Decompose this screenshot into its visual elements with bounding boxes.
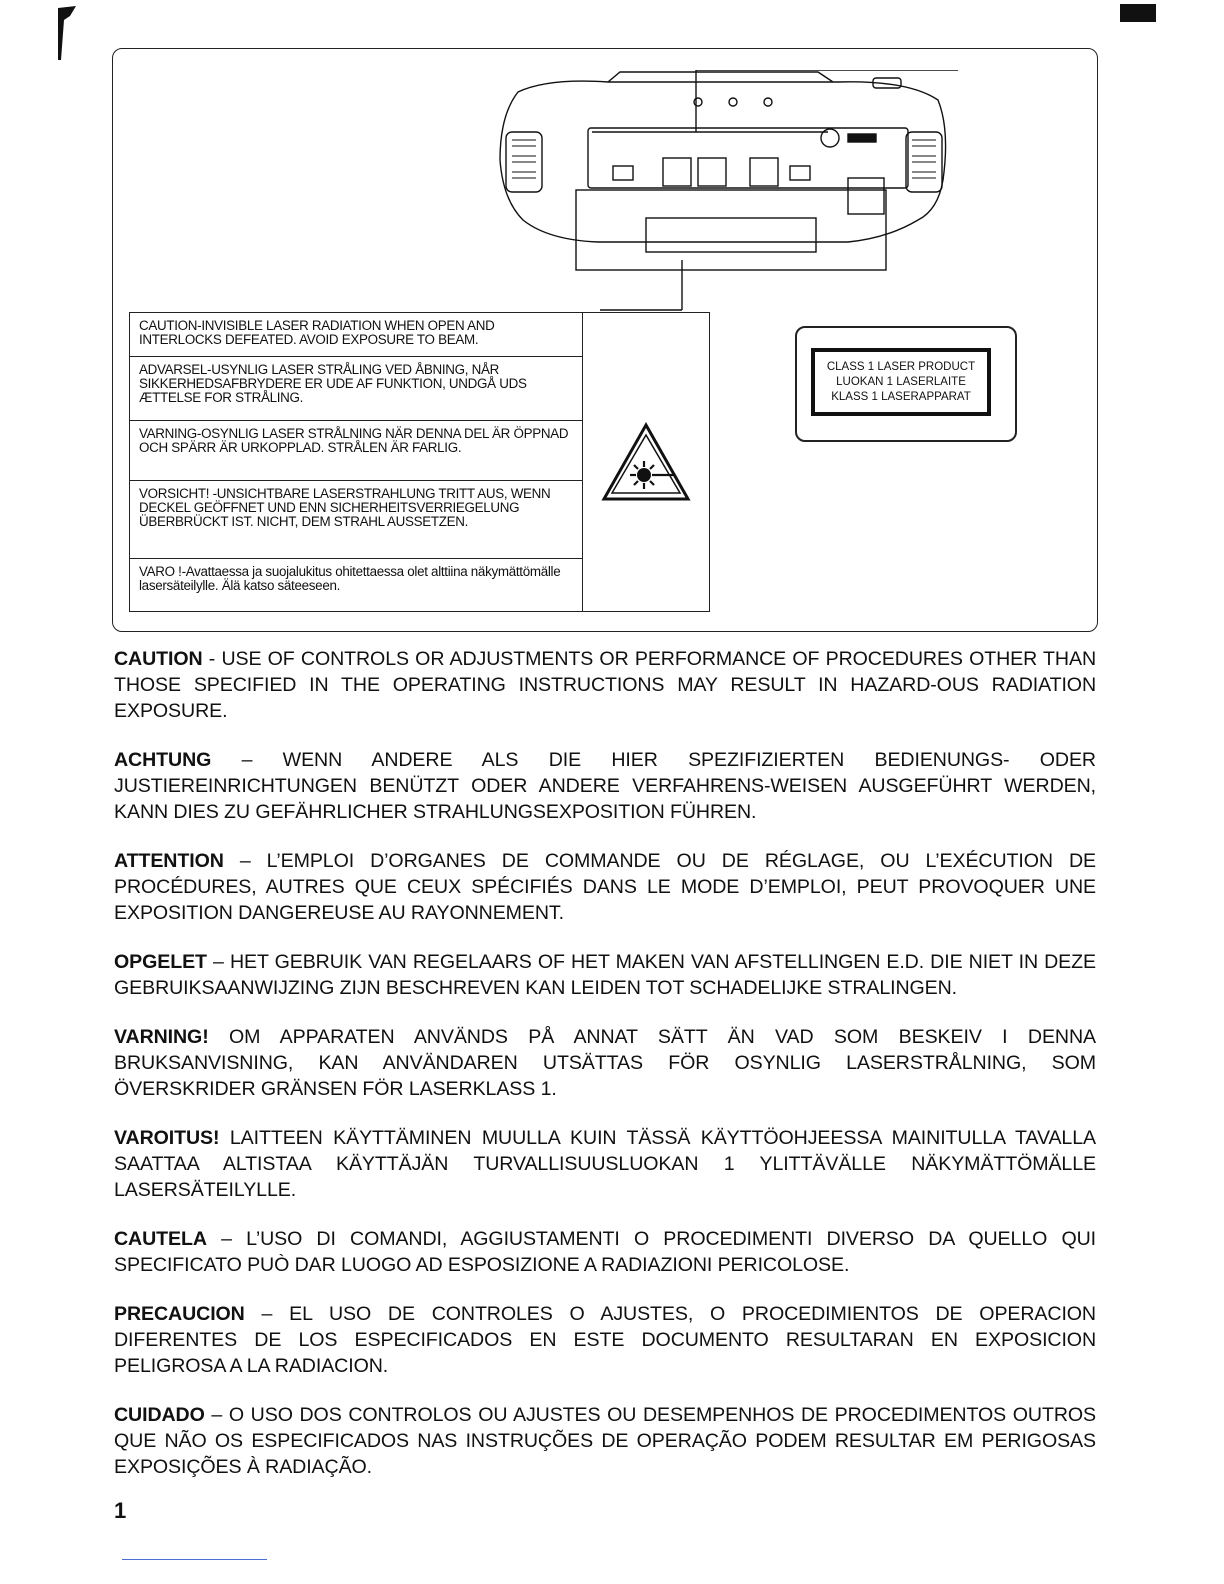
laser-warning-table	[129, 312, 710, 612]
warning-paragraph-es	[114, 1301, 1096, 1379]
warning-term: CAUTION	[114, 648, 203, 670]
laser-hazard-icon	[600, 421, 692, 503]
warning-term: CAUTELA	[114, 1228, 207, 1250]
warning-text-column	[130, 313, 583, 611]
warning-cell-danish: ADVARSEL-USYNLIG LASER STRÅLING VED ÅBNING, NÅR SIKKERHEDSAFBRYDERE ER UDE AF FUNKTION, UNDGÅ UDS ÆTTELSE FOR STRÅLING.	[130, 357, 582, 421]
leader-line	[600, 260, 700, 320]
warning-paragraph-pt	[114, 1402, 1096, 1480]
warning-term: VARNING!	[114, 1026, 209, 1048]
warning-text: – WENN ANDERE ALS DIE HIER SPEZIFIZIERTEN BEDIENUNGS- ODER JUSTIEREINRICHTUNGEN BENÜTZT ODER ANDERE VERFAHRENS-WEISEN AUSGEFÜHRT WERDEN, KANN DIES ZU GEFÄHRLICHER STRAHLUNGSEXPOSITION FÜHREN.	[114, 749, 1096, 823]
warning-cell-finnish: VARO !-Avattaessa ja suojalukitus ohitettaessa olet alttiina näkymättömälle lasersäteilylle. Älä katso säteeseen.	[139, 564, 561, 593]
warning-term: PRECAUCION	[114, 1303, 245, 1325]
warning-term: ACHTUNG	[114, 749, 212, 771]
warning-term: OPGELET	[114, 951, 207, 973]
warning-cell-english: CAUTION-INVISIBLE LASER RADIATION WHEN OPEN AND INTERLOCKS DEFEATED. AVOID EXPOSURE TO BEAM.	[130, 313, 582, 357]
class-label-line-1: CLASS 1 LASER PRODUCT	[826, 360, 976, 373]
warning-paragraph-nl	[114, 949, 1096, 1001]
warning-text: – L’EMPLOI D’ORGANES DE COMMANDE OU DE RÉGLAGE, OU L’EXÉCUTION DE PROCÉDURES, AUTRES QUE CEUX SPÉCIFIÉS DANS LE MODE D’EMPLOI, PEUT PROVOQUER UNE EXPOSITION DANGEREUSE AU RAYONNEMENT.	[114, 850, 1096, 924]
warning-text: – HET GEBRUIK VAN REGELAARS OF HET MAKEN VAN AFSTELLINGEN E.D. DIE NIET IN DEZE GEBRUIKSAANWIJZING ZIJN BESCHREVEN KAN LEIDEN TOT SCHADELIJKE STRALINGEN.	[114, 951, 1096, 999]
scan-corner-block	[1120, 4, 1156, 22]
warning-text: – L’USO DI COMANDI, AGGIUSTAMENTI O PROCEDIMENTI DIVERSO DA QUELLO QUI SPECIFICATO PUÒ DAR LUOGO AD ESPOSIZIONE A RADIAZIONI PERICOLOSE.	[114, 1228, 1096, 1276]
footer-rule	[122, 1559, 267, 1560]
warning-paragraph-en	[114, 646, 1096, 724]
warning-paragraph-it	[114, 1226, 1096, 1278]
scan-corner-mark	[56, 6, 78, 62]
page-number: 1	[114, 1498, 127, 1523]
warning-term: ATTENTION	[114, 850, 224, 872]
boombox-rear-illustration	[488, 70, 958, 280]
warning-text: – O USO DOS CONTROLOS OU AJUSTES OU DESEMPENHOS DE PROCEDIMENTOS OUTROS QUE NÃO OS ESPECIFICADOS NAS INSTRUÇÕES DE OPERAÇÃO PODEM RESULTAR EM PERIGOSAS EXPOSIÇÕES À RADIAÇÃO.	[114, 1404, 1096, 1478]
warning-text: - USE OF CONTROLS OR ADJUSTMENTS OR PERFORMANCE OF PROCEDURES OTHER THAN THOSE SPECIFIED IN THE OPERATING INSTRUCTIONS MAY RESULT IN HAZARD-OUS RADIATION EXPOSURE.	[114, 648, 1096, 722]
hazard-symbol-cell	[583, 313, 709, 611]
warning-text: OM APPARATEN ANVÄNDS PÅ ANNAT SÄTT ÄN VAD SOM BESKEIV I DENNA BRUKSANVISNING, KAN ANVÄNDAREN UTSÄTTAS FÖR OSYNLIG LASERSTRÅLNING, SOM ÖVERSKRIDER GRÄNSEN FÖR LASERKLASS 1.	[114, 1026, 1096, 1100]
class-1-laser-label	[811, 348, 991, 416]
warning-cell-swedish: VARNING-OSYNLIG LASER STRÅLNING NÄR DENNA DEL ÄR ÖPPNAD OCH SPÄRR ÄR URKOPPLAD. STRÅLEN ÄR FARLIG.	[130, 421, 582, 481]
class-label-frame	[795, 326, 1017, 442]
warning-paragraph-de	[114, 747, 1096, 825]
warning-paragraphs	[114, 646, 1096, 1503]
warning-term: CUIDADO	[114, 1404, 205, 1426]
warning-paragraph-sv	[114, 1024, 1096, 1102]
class-label-line-3: KLASS 1 LASERAPPARAT	[831, 390, 971, 403]
warning-text: – EL USO DE CONTROLES O AJUSTES, O PROCEDIMIENTOS DE OPERACION DIFERENTES DE LOS ESPECIFICADOS EN ESTE DOCUMENTO RESULTARAN EN EXPOSICION PELIGROSA A LA RADIACION.	[114, 1303, 1096, 1377]
warning-term: VAROITUS!	[114, 1127, 220, 1149]
warning-text: LAITTEEN KÄYTTÄMINEN MUULLA KUIN TÄSSÄ KÄYTTÖOHJEESSA MAINITULLA TAVALLA SAATTAA ALTISTAA KÄYTTÄJÄN TURVALLISUUSLUOKAN 1 YLITTÄVÄLLE NÄKYMÄTTÖMÄLLE LASERSÄTEILYLLE.	[114, 1127, 1096, 1201]
warning-paragraph-fr	[114, 848, 1096, 926]
warning-paragraph-fi	[114, 1125, 1096, 1203]
warning-cell-german: VORSICHT! -UNSICHTBARE LASERSTRAHLUNG TRITT AUS, WENN DECKEL GEÖFFNET UND ENN SICHERHEITSVERRIEGELUNG ÜBERBRÜCKT IST. NICHT, DEM STRAHL AUSSETZEN.	[130, 481, 582, 559]
class-label-line-2: LUOKAN 1 LASERLAITE	[836, 375, 966, 388]
